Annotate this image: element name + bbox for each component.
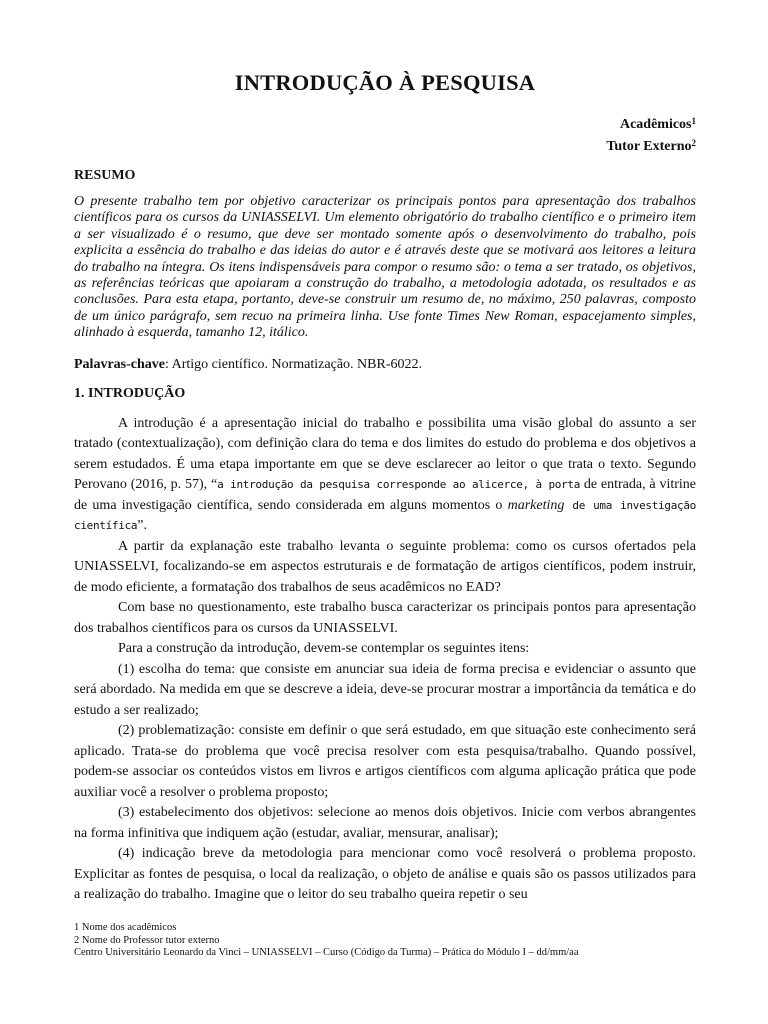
paragraph-text: ”. (137, 518, 147, 534)
quote-text: a introdução da pesquisa corresponde ao alicerce, à porta (217, 478, 581, 492)
paragraph: Com base no questionamento, este trabalho busca caracterizar os principais pontos para apresentação dos trabalhos científicos para os cursos da UNIASSELVI. (74, 600, 696, 636)
footnote-mark: 1 (691, 116, 696, 126)
author-line (74, 112, 696, 134)
document-title: INTRODUÇÃO À PESQUISA (234, 70, 536, 95)
footnote-mark: 2 (691, 138, 696, 148)
paragraph: (4) indicação breve da metodologia para mencionar como você resolverá o problema proposto. Explicitar as fontes de pesquisa, o local da realização, o objeto de análise e quais são os passos utilizados para a realização do trabalho. Imagine que o leitor do seu trabalho queira repetir o seu (74, 846, 696, 903)
paragraph-text: de entrada, à vitrine de uma investigação científica, sendo considerada em alguns momentos o (74, 477, 696, 513)
footer-institution: Centro Universitário Leonardo da Vinci – UNIASSELVI – Curso (Código da Turma) – Prática do Módulo I – dd/mm/aa (74, 947, 579, 959)
paragraph: Para a construção da introdução, devem-se contemplar os seguintes itens: (118, 641, 530, 657)
author-name: Tutor Externo (606, 139, 692, 154)
introduction-body (74, 414, 696, 906)
quote-text: de uma investigação científica (74, 498, 696, 533)
paragraph (74, 414, 696, 537)
document-page (74, 0, 696, 906)
paragraph: A partir da explanação este trabalho levanta o seguinte problema: como os cursos ofertados pela UNIASSELVI, focalizando-se em aspectos estruturais e de formatação de artigos científicos, podem instruir, de modo eficiente, a formatação dos trabalhos de seus acadêmicos no EAD? (74, 538, 696, 595)
author-name: Acadêmicos (619, 117, 692, 132)
footnotes (74, 922, 696, 960)
keywords-value: : Artigo científico. Normatização. NBR-6022. (164, 356, 422, 372)
footnote: 1 Nome dos acadêmicos (74, 922, 177, 933)
authors-block (74, 112, 696, 156)
footnote: 2 Nome do Professor tutor externo (74, 934, 220, 946)
author-line (74, 134, 696, 156)
introduction-heading: 1. INTRODUÇÃO (74, 385, 186, 401)
abstract-text: O presente trabalho tem por objetivo caracterizar os principais pontos para apresentação dos trabalhos científicos para os cursos da UNIASSELVI. Um elemento obrigatório do trabalho científico e o primeiro item a ser visualizado é o resumo, que deve ser montado somente após o desenvolvimento do trabalho, pois explicita a essência do trabalho e das ideias do autor e é através deste que se motivará aos leitores a leitura do trabalho na íntegra. Os itens indispensáveis para compor o resumo são: o tema a ser tratado, os objetivos, as referências teóricas que apoiaram a construção do trabalho, a metodologia adotada, os resultados e as conclusões. Para esta etapa, portanto, deve-se construir um resumo de, no máximo, 250 palavras, composto de um único parágrafo, sem recuo na primeira linha. Use fonte Times New Roman, espacejamento simples, alinhado à esquerda, tamanho 12, itálico. (74, 194, 696, 341)
resumo-heading: RESUMO (74, 168, 136, 183)
italic-term: marketing (507, 497, 565, 513)
keywords-label: Palavras-chave (74, 356, 165, 372)
paragraph: (3) estabelecimento dos objetivos: selecione ao menos dois objetivos. Inicie com verbos abrangentes na forma infinitiva que indiquem ação (estudar, avaliar, mensurar, analisar); (74, 805, 696, 841)
paragraph: (2) problematização: consiste em definir o que será estudado, em que situação este conhecimento será aplicado. Trata-se do problema que você precisa resolver com esta pesquisa/trabalho. Quando possível, podem-se associar os conteúdos vistos em livros e artigos científicos com alguma aplicação prática que pode auxiliar você a resolver o problema proposto; (74, 723, 696, 800)
paragraph: (1) escolha do tema: que consiste em anunciar sua ideia de forma precisa e evidenciar o assunto que será abordado. Na medida em que se descreve a ideia, deve-se procurar mostrar a importância da temática e do estudo a ser realizado; (74, 661, 696, 718)
paragraph-text: A introdução é a apresentação inicial do trabalho e possibilita uma visão global do assunto a ser tratado (contextualização), com definição clara do tema e dos limites do estudo do problema e dos objetivos a serem estudados. É uma etapa importante em que se deve esclarecer ao leitor o que trata o texto. Segundo Perovano (2016, p. 57), “ (74, 415, 696, 493)
keywords-line (74, 356, 696, 373)
